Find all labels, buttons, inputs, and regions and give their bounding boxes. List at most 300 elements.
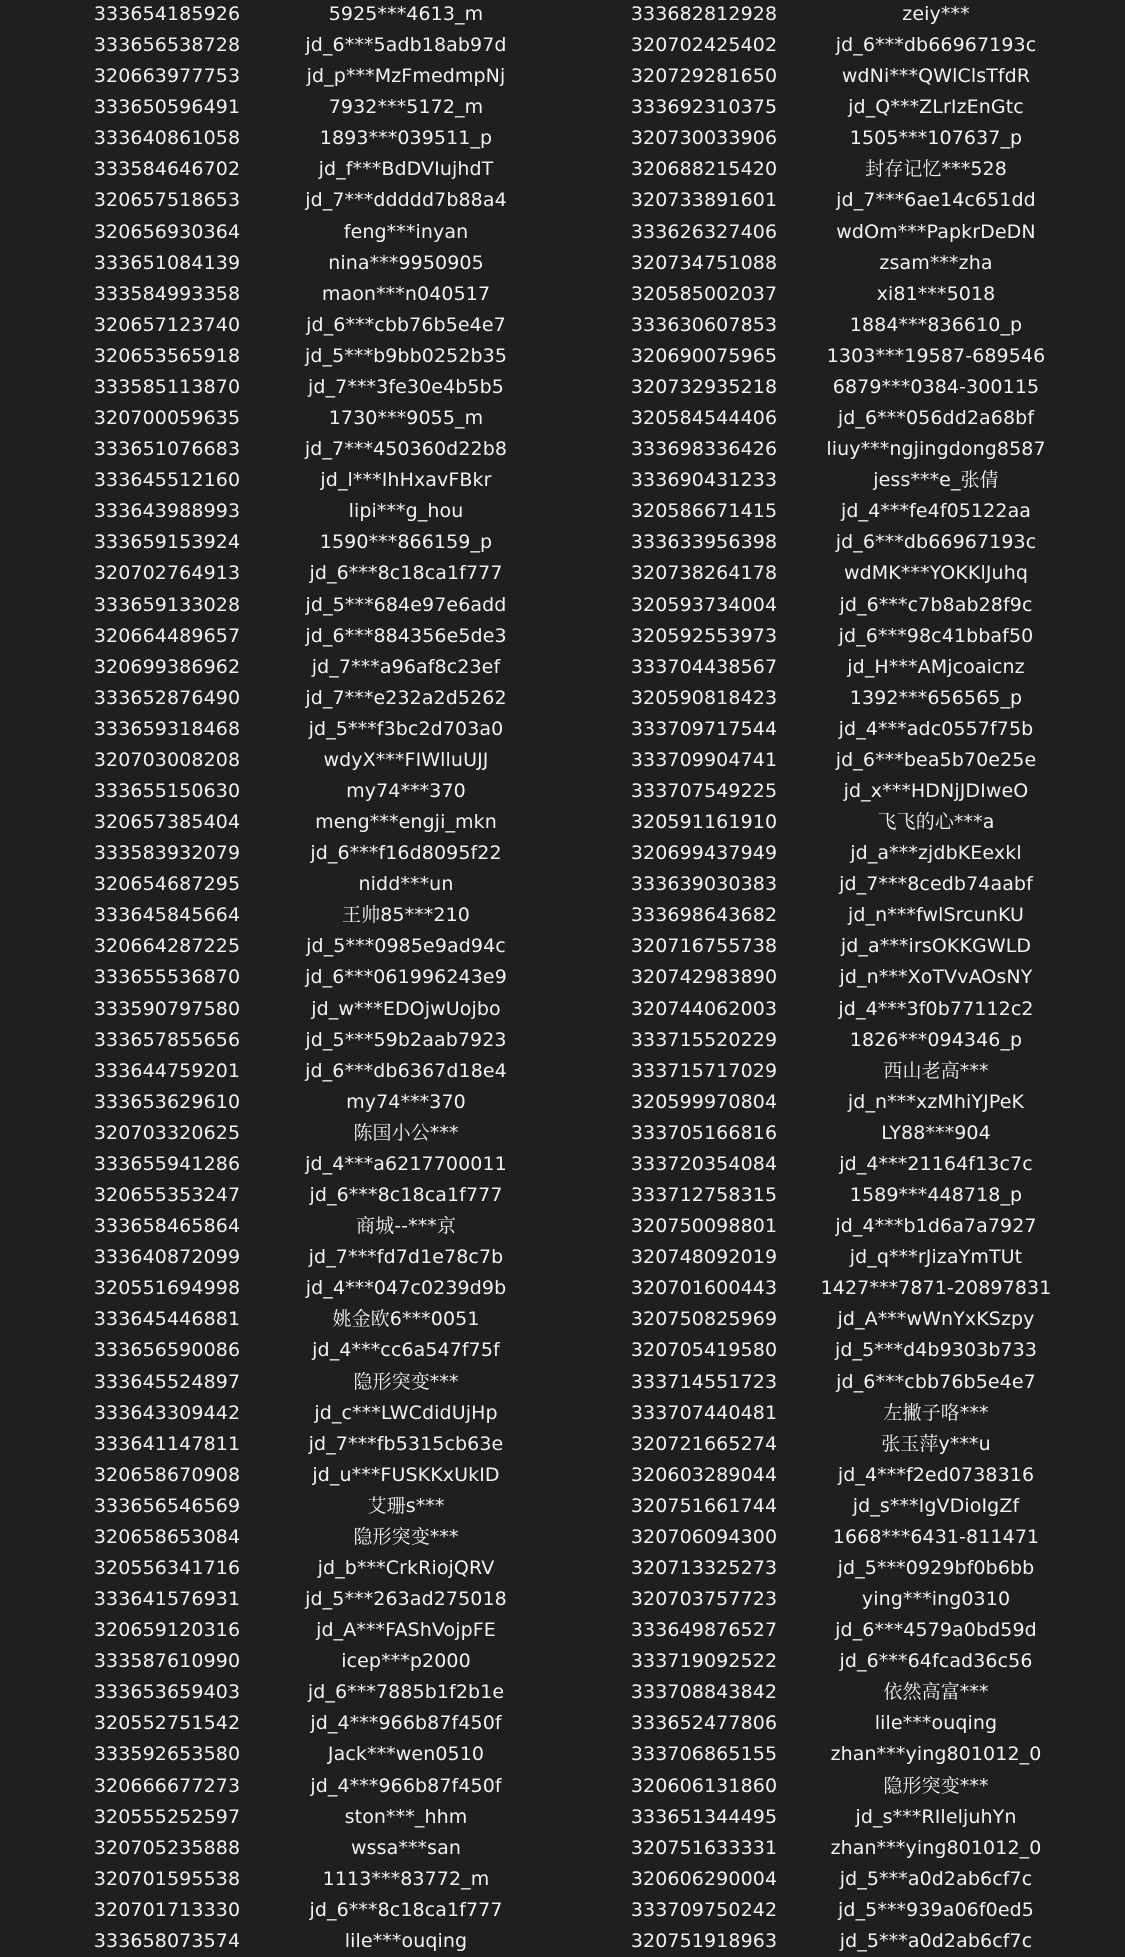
order-id-b: 320729281650 [630,65,778,88]
order-id-b: 333707440481 [630,1401,778,1424]
username-b: jd_5***a0d2ab6cf7c [839,1867,1033,1890]
order-id-b: 333720354084 [630,1152,778,1175]
order-id-b: 333715520229 [630,1028,778,1051]
username-b: LY88***904 [881,1121,991,1144]
table-row [0,931,1125,962]
username-b: 1589***448718_p [849,1184,1023,1207]
order-id-b: 320734751088 [630,251,778,274]
username-b: zeiy*** [902,3,970,25]
table-row [0,1149,1125,1180]
username-a: jd_6***db6367d18e4 [305,1059,507,1082]
username-a: jd_4***966b87f450f [310,1774,502,1797]
order-id-a: 320551694998 [93,1277,241,1300]
table-row [0,558,1125,589]
table-row [0,1118,1125,1149]
order-id-a: 333584993358 [93,282,241,305]
username-a: jd_6***7885b1f2b1e [307,1681,505,1704]
order-id-b: 320750098801 [630,1215,778,1238]
table-row [0,1335,1125,1366]
username-a: 姚金欧6***0051 [332,1308,480,1331]
order-id-a: 333658465864 [93,1215,241,1238]
order-id-a: 320663977753 [93,65,241,88]
username-b: jess***e_张倩 [873,469,999,492]
order-id-a: 320664489657 [93,624,241,647]
username-b: zsam***zha [879,251,993,274]
username-a: Jack***wen0510 [327,1743,485,1766]
order-id-a: 333641576931 [93,1588,241,1611]
username-b: jd_6***db66967193c [835,531,1037,554]
username-a: nidd***un [358,873,454,896]
order-id-a: 320705235888 [93,1836,241,1859]
order-id-a: 320655353247 [93,1184,241,1207]
username-a: my74***370 [346,1090,466,1113]
table-row [0,185,1125,216]
username-a: jd_f***BdDVIujhdT [318,158,494,181]
order-id-a: 320700059635 [93,407,241,430]
username-a: jd_6***8c18ca1f777 [309,1898,503,1921]
order-id-a: 333583932079 [93,842,241,865]
username-b: 隐形突变*** [883,1774,989,1797]
username-a: jd_6***8c18ca1f777 [309,1184,503,1207]
order-id-b: 320713325273 [630,1557,778,1579]
username-b: zhan***ying801012_0 [830,1743,1042,1766]
table-row [0,776,1125,807]
table-row [0,1522,1125,1553]
table-row [0,714,1125,745]
username-a: maon***n040517 [321,282,491,305]
username-b: 1505***107637_p [849,127,1023,150]
order-id-b: 333698336426 [630,438,778,461]
table-row [0,154,1125,185]
username-a: jd_A***FAShVojpFE [316,1619,496,1642]
table-row [0,217,1125,248]
table-row [0,123,1125,154]
order-id-a: 320703008208 [93,748,241,771]
username-a: jd_5***f3bc2d703a0 [308,717,504,740]
order-id-b: 320606290004 [630,1867,778,1890]
table-row [0,403,1125,434]
order-id-b: 320603289044 [630,1463,778,1486]
username-a: my74***370 [346,780,466,802]
username-a: jd_5***263ad275018 [305,1588,507,1611]
order-id-b: 333704438567 [630,655,778,678]
username-a: jd_c***LWCdidUjHp [314,1401,498,1424]
username-a: jd_7***a96af8c23ef [311,655,501,678]
order-id-b: 320733891601 [630,189,778,212]
username-b: ying***ing0310 [861,1588,1011,1611]
username-a: jd_7***fb5315cb63e [308,1432,504,1455]
order-id-b: 320730033906 [630,127,778,150]
username-b: 封存记忆***528 [865,158,1007,181]
username-b: jd_s***IgVDioIgZf [852,1494,1020,1517]
username-b: 依然高富*** [883,1681,989,1704]
order-id-a: 333640861058 [93,127,241,150]
username-b: jd_7***8cedb74aabf [839,873,1033,896]
order-id-a: 333590797580 [93,997,241,1020]
order-id-a: 320701595538 [93,1867,241,1890]
table-row [0,652,1125,683]
order-id-b: 320699437949 [630,842,778,865]
table-row [0,61,1125,92]
username-b: jd_4***b1d6a7a7927 [835,1215,1037,1238]
username-a: jd_w***EDOjwUojbo [311,997,501,1020]
order-id-a: 320666677273 [93,1774,241,1797]
username-a: jd_7***ddddd7b88a4 [305,189,507,212]
table-row [0,1304,1125,1335]
username-b: jd_x***HDNjJDIweO [843,780,1029,802]
table-row [0,434,1125,465]
table-row [0,1429,1125,1460]
order-id-a: 333643309442 [93,1401,241,1424]
order-id-a: 333585113870 [93,375,241,398]
username-a: ston***_hhm [344,1805,468,1828]
username-b: jd_7***6ae14c651dd [836,189,1036,212]
username-a: jd_7***3fe30e4b5b5 [308,375,504,398]
username-b: zhan***ying801012_0 [830,1836,1042,1859]
username-b: 6879***0384-300115 [832,375,1040,398]
order-id-a: 333658073574 [93,1929,241,1952]
order-id-a: 333644759201 [93,1059,241,1082]
username-b: jd_5***939a06f0ed5 [838,1898,1034,1921]
username-b: jd_6***cbb76b5e4e7 [836,1370,1036,1393]
order-id-a: 333656538728 [93,34,241,57]
table-row [0,248,1125,279]
table-row [0,1398,1125,1429]
order-id-a: 320657385404 [93,811,241,834]
username-a: wssa***san [350,1836,462,1859]
table-row [0,1553,1125,1584]
username-a: jd_u***FUSKKxUkID [312,1463,500,1486]
table-row [0,1180,1125,1211]
order-id-a: 320653565918 [93,344,241,367]
username-a: jd_5***59b2aab7923 [305,1028,507,1051]
order-id-a: 320556341716 [93,1557,241,1579]
table-row [0,745,1125,776]
username-b: lile***ouqing [874,1712,998,1735]
username-a: jd_6***884356e5de3 [305,624,507,647]
table-row [0,341,1125,372]
username-b: jd_q***rJizaYmTUt [849,1246,1023,1269]
order-id-a: 333656590086 [93,1339,241,1362]
username-b: jd_6***bea5b70e25e [835,748,1037,771]
table-row [0,1273,1125,1304]
order-id-b: 320703757723 [630,1588,778,1611]
username-a: jd_6***5adb18ab97d [305,34,507,57]
username-a: feng***inyan [343,220,469,243]
username-a: jd_6***cbb76b5e4e7 [306,313,506,336]
table-row [0,372,1125,403]
order-id-a: 333655150630 [93,780,241,802]
username-a: 陈国小公*** [353,1121,459,1144]
order-id-b: 333714551723 [630,1370,778,1393]
username-b: jd_a***irsOKKGWLD [840,935,1032,958]
username-a: meng***engji_mkn [315,811,497,834]
table-row [0,1646,1125,1677]
username-b: 1303***19587-689546 [826,344,1046,367]
username-b: 西山老高*** [883,1059,989,1082]
order-id-b: 320744062003 [630,997,778,1020]
order-id-b: 320688215420 [630,158,778,181]
order-id-b: 320751918963 [630,1929,778,1952]
username-b: 1826***094346_p [849,1028,1023,1051]
table-row [0,1211,1125,1242]
table-row [0,900,1125,931]
order-id-b: 333626327406 [630,220,778,243]
table-row [0,0,1125,30]
table-row [0,621,1125,652]
username-b: jd_6***056dd2a68bf [837,407,1035,430]
username-a: nina***9950905 [328,251,484,274]
username-a: icep***p2000 [341,1650,471,1673]
username-b: 1668***6431-811471 [832,1525,1040,1548]
table-row [0,869,1125,900]
order-id-a: 333650596491 [93,96,241,119]
username-b: jd_6***db66967193c [835,34,1037,57]
order-id-b: 320592553973 [630,624,778,647]
username-b: 左撇子咯*** [883,1401,989,1424]
order-id-a: 333651084139 [93,251,241,274]
username-b: jd_n***xzMhiYJPeK [847,1090,1025,1113]
order-id-a: 320658653084 [93,1525,241,1548]
order-id-a: 333655536870 [93,966,241,989]
table-row [0,30,1125,61]
username-b: jd_n***XoTVvAOsNY [839,966,1033,989]
table-row [0,1491,1125,1522]
table-row [0,1087,1125,1118]
order-id-b: 333690431233 [630,469,778,492]
username-b: jd_6***4579a0bd59d [835,1619,1037,1642]
order-id-a: 333652876490 [93,686,241,709]
order-id-b: 333715717029 [630,1059,778,1082]
username-a: jd_6***061996243e9 [305,966,507,989]
table-row [0,310,1125,341]
order-id-b: 320706094300 [630,1525,778,1548]
order-id-a: 333645446881 [93,1308,241,1331]
order-id-b: 320584544406 [630,407,778,430]
username-a: lipi***g_hou [348,500,464,523]
order-id-b: 320738264178 [630,562,778,585]
order-id-a: 333651076683 [93,438,241,461]
order-id-a: 320552751542 [93,1712,241,1735]
order-id-a: 320656930364 [93,220,241,243]
order-id-b: 320690075965 [630,344,778,367]
username-b: 飞飞的心***a [877,811,995,834]
order-id-a: 333587610990 [93,1650,241,1673]
username-a: 商城--***京 [355,1215,457,1238]
username-a: jd_4***cc6a547f75f [312,1339,500,1362]
order-id-a: 333653659403 [93,1681,241,1704]
order-id-b: 320748092019 [630,1246,778,1269]
username-b: jd_4***21164f13c7c [839,1152,1033,1175]
username-b: wdOm***PapkrDeDN [836,220,1036,243]
username-a: 5925***4613_m [328,3,484,25]
table-row [0,1864,1125,1895]
username-a: jd_l***IhHxavFBkr [320,469,492,492]
username-b: xi81***5018 [876,282,996,305]
order-id-a: 333655941286 [93,1152,241,1175]
table-row [0,1025,1125,1056]
username-a: jd_5***684e97e6add [305,593,507,616]
username-a: 1113***83772_m [322,1867,490,1890]
username-b: jd_4***adc0557f75b [838,717,1034,740]
table-row [0,1367,1125,1398]
username-a: 王帅85***210 [342,904,470,927]
username-a: 1893***039511_p [319,127,493,150]
order-id-a: 320555252597 [93,1805,241,1828]
order-id-a: 320654687295 [93,873,241,896]
order-id-a: 333659133028 [93,593,241,616]
order-id-b: 320606131860 [630,1774,778,1797]
username-b: liuy***ngjingdong8587 [826,438,1046,461]
username-b: jd_4***f2ed0738316 [837,1463,1035,1486]
table-row [0,92,1125,123]
order-id-a: 333657855656 [93,1028,241,1051]
order-id-b: 320751633331 [630,1836,778,1859]
order-id-a: 333645845664 [93,904,241,927]
order-id-b: 320716755738 [630,935,778,958]
order-id-b: 333709904741 [630,748,778,771]
username-a: jd_5***0985e9ad94c [306,935,506,958]
order-id-a: 333659153924 [93,531,241,554]
username-a: jd_b***CrkRiojQRV [317,1557,495,1579]
table-row [0,527,1125,558]
order-id-a: 320703320625 [93,1121,241,1144]
order-id-a: 333584646702 [93,158,241,181]
order-id-b: 320751661744 [630,1494,778,1517]
table-row [0,279,1125,310]
table-row [0,1833,1125,1864]
order-id-a: 333645512160 [93,469,241,492]
order-id-b: 333633956398 [630,531,778,554]
order-id-b: 333698643682 [630,904,778,927]
table-row [0,1895,1125,1926]
table-row [0,590,1125,621]
order-id-b: 320702425402 [630,34,778,57]
username-b: wdMK***YOKKlJuhq [843,562,1029,585]
order-id-a: 320657518653 [93,189,241,212]
username-b: jd_a***zjdbKEexkl [850,842,1022,865]
username-a: jd_7***450360d22b8 [304,438,508,461]
username-b: jd_4***fe4f05122aa [840,500,1032,523]
order-id-a: 333645524897 [93,1370,241,1393]
order-id-b: 320586671415 [630,500,778,523]
order-id-b: 333649876527 [630,1619,778,1642]
order-id-b: 320742983890 [630,966,778,989]
username-b: jd_6***98c41bbaf50 [838,624,1034,647]
order-id-b: 320590818423 [630,686,778,709]
order-id-a: 333592653580 [93,1743,241,1766]
order-id-a: 333641147811 [93,1432,241,1455]
username-a: jd_7***e232a2d5262 [305,686,507,709]
order-id-a: 333653629610 [93,1090,241,1113]
order-id-a: 320657123740 [93,313,241,336]
username-a: 隐形突变*** [353,1525,459,1548]
order-id-b: 320593734004 [630,593,778,616]
order-id-b: 333630607853 [630,313,778,336]
username-a: jd_6***8c18ca1f777 [309,562,503,585]
order-id-a: 333640872099 [93,1246,241,1269]
table-row [0,1677,1125,1708]
username-a: 艾珊s*** [367,1494,445,1517]
username-b: jd_4***3f0b77112c2 [838,997,1034,1020]
order-id-b: 320721665274 [630,1432,778,1455]
order-id-b: 320732935218 [630,375,778,398]
table-row [0,1615,1125,1646]
order-id-a: 333659318468 [93,717,241,740]
table-row [0,1584,1125,1615]
order-id-a: 320702764913 [93,562,241,585]
username-a: jd_p***MzFmedmpNj [306,65,506,88]
order-id-b: 333639030383 [630,873,778,896]
order-id-b: 333706865155 [630,1743,778,1766]
username-a: 1730***9055_m [328,407,484,430]
order-id-b: 333719092522 [630,1650,778,1673]
username-b: 1427***7871-20897831 [820,1277,1052,1300]
order-id-b: 333709750242 [630,1898,778,1921]
order-id-b: 333652477806 [630,1712,778,1735]
username-b: jd_H***AMjcoaicnz [847,655,1025,678]
table-row [0,496,1125,527]
table-row [0,1802,1125,1833]
table-row [0,807,1125,838]
table-row [0,1771,1125,1802]
order-id-a: 333654185926 [93,3,241,25]
username-b: jd_s***RIleljuhYn [855,1805,1017,1828]
username-b: jd_Q***ZLrIzEnGtc [848,96,1024,119]
username-a: jd_5***b9bb0252b35 [304,344,508,367]
username-a: jd_6***f16d8095f22 [310,842,502,865]
username-a: jd_4***a6217700011 [305,1152,507,1175]
order-id-b: 320599970804 [630,1090,778,1113]
order-id-a: 320664287225 [93,935,241,958]
table-row [0,1056,1125,1087]
order-id-a: 320659120316 [93,1619,241,1642]
username-a: wdyX***FIWlluUJJ [323,748,489,771]
username-b: 1392***656565_p [849,686,1023,709]
order-id-a: 320658670908 [93,1463,241,1486]
username-a: 7932***5172_m [328,96,484,119]
username-b: 张玉萍y***u [881,1432,991,1455]
username-b: jd_6***64fcad36c56 [839,1650,1033,1673]
order-id-b: 333707549225 [630,780,778,802]
order-id-b: 333705166816 [630,1121,778,1144]
username-a: 隐形突变*** [353,1370,459,1393]
username-a: jd_7***fd7d1e78c7b [308,1246,504,1269]
username-b: wdNi***QWlClsTfdR [841,65,1031,88]
username-a: jd_4***047c0239d9b [305,1277,507,1300]
order-id-b: 320591161910 [630,811,778,834]
username-a: lile***ouqing [344,1929,468,1952]
order-id-b: 320750825969 [630,1308,778,1331]
order-id-b: 320705419580 [630,1339,778,1362]
username-b: jd_n***fwlSrcunKU [847,904,1025,927]
order-id-a: 320701713330 [93,1898,241,1921]
order-id-b: 333651344495 [630,1805,778,1828]
username-b: jd_5***a0d2ab6cf7c [839,1929,1033,1952]
username-a: jd_4***966b87f450f [310,1712,502,1735]
order-id-a: 333656546569 [93,1494,241,1517]
order-id-b: 320701600443 [630,1277,778,1300]
table-row [0,683,1125,714]
order-id-b: 333692310375 [630,96,778,119]
table-row [0,994,1125,1025]
order-id-a: 320699386962 [93,655,241,678]
table-row [0,465,1125,496]
table-row [0,1708,1125,1739]
table-row [0,838,1125,869]
order-id-b: 320585002037 [630,282,778,305]
order-id-b: 333712758315 [630,1184,778,1207]
